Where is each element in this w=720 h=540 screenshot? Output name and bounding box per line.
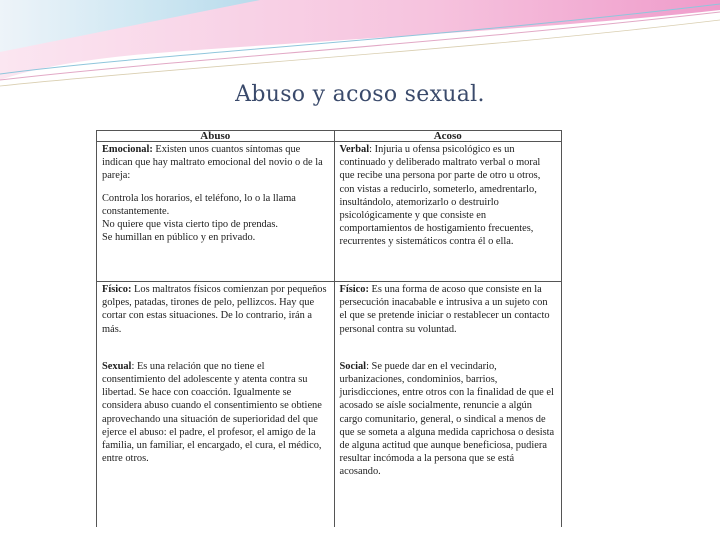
slide-title: Abuso y acoso sexual. <box>235 82 485 107</box>
abuso-fisico-paragraph <box>102 283 330 336</box>
decorative-swoosh <box>0 0 720 90</box>
acoso-fisico-text: Es una forma de acoso que consiste en la persecución inacabable e intrusiva a un sujeto con el que se pretende iniciar o restablecer un contacto personal contra su voluntad. <box>339 284 550 335</box>
acoso-fisico-paragraph <box>340 283 558 336</box>
social-text: : Se puede dar en el vecindario, urbanizaciones, condominios, barrios, jurisdicciones, entre otros con la finalidad de que el acosado se aísle socialmente, renuncie a algún cargo comunitario, general, o sindical a menos de que se someta a alguna medida caprichosa o desista de alguna actitud que aunque beneficiosa, pudiera resultar incómoda a la persona que se está acosando. <box>339 360 555 478</box>
abuso-fisico-term: Físico: <box>102 284 132 295</box>
cell-abuso-emocional <box>97 142 334 282</box>
comparison-table <box>96 130 562 527</box>
header-acoso: Acoso <box>334 131 561 142</box>
emocional-control: Controla los horarios, el teléfono, lo o la llama constantemente. <box>102 192 296 217</box>
emocional-paragraph <box>102 143 330 183</box>
sexual-text: : Es una relación que no tiene el consentimiento del adolescente y atenta contra su libertad. Se hace con coacción. Igualmente se considera abuso cuando el consentimiento se obtiene aprovechando una situación de superioridad del que ejerce el abuso: el padre, el profesor, el amigo de la familia, un familiar, el encargado, el cura, el médico, entre otros. <box>102 360 322 465</box>
emocional-humillan: Se humillan en público y en privado. <box>102 232 256 244</box>
emocional-text: Existen unos cuantos síntomas que indican que hay maltrato emocional del novio o de la pareja: <box>102 144 323 182</box>
abuso-fisico-text: Los maltratos físicos comienzan por pequeños golpes, patadas, tirones de pelo, pellizcos. Hay que cortar con estas situaciones. De lo contrario, irán a más. <box>102 284 327 335</box>
social-term: Social <box>339 360 367 372</box>
header-abuso: Abuso <box>97 131 334 142</box>
verbal-paragraph <box>340 143 558 249</box>
cell-abuso-fisico-sexual <box>97 282 334 528</box>
cell-acoso-verbal <box>334 142 561 282</box>
cell-acoso-fisico-social <box>334 282 561 528</box>
acoso-fisico-term: Físico: <box>339 284 369 295</box>
sexual-paragraph <box>102 360 330 466</box>
verbal-text: : Injuria u ofensa psicológico es un continuado y deliberado maltrato verbal o moral que recibe una persona por parte de otro u otros, con vistas a reducirlo, someterlo, amedrentarlo, insultándolo, atemorizarlo o destruirlo psicológicamente y que consiste en comportamientos de hostigamiento frecuentes, recurrentes y sistemáticos contra él o ella. <box>339 144 541 248</box>
social-paragraph <box>340 360 558 479</box>
sexual-term: Sexual <box>102 360 132 372</box>
emocional-term: Emocional: <box>102 144 153 155</box>
verbal-term: Verbal <box>339 144 370 155</box>
emocional-no-quiere: No quiere que vista cierto tipo de prendas. <box>102 219 279 231</box>
